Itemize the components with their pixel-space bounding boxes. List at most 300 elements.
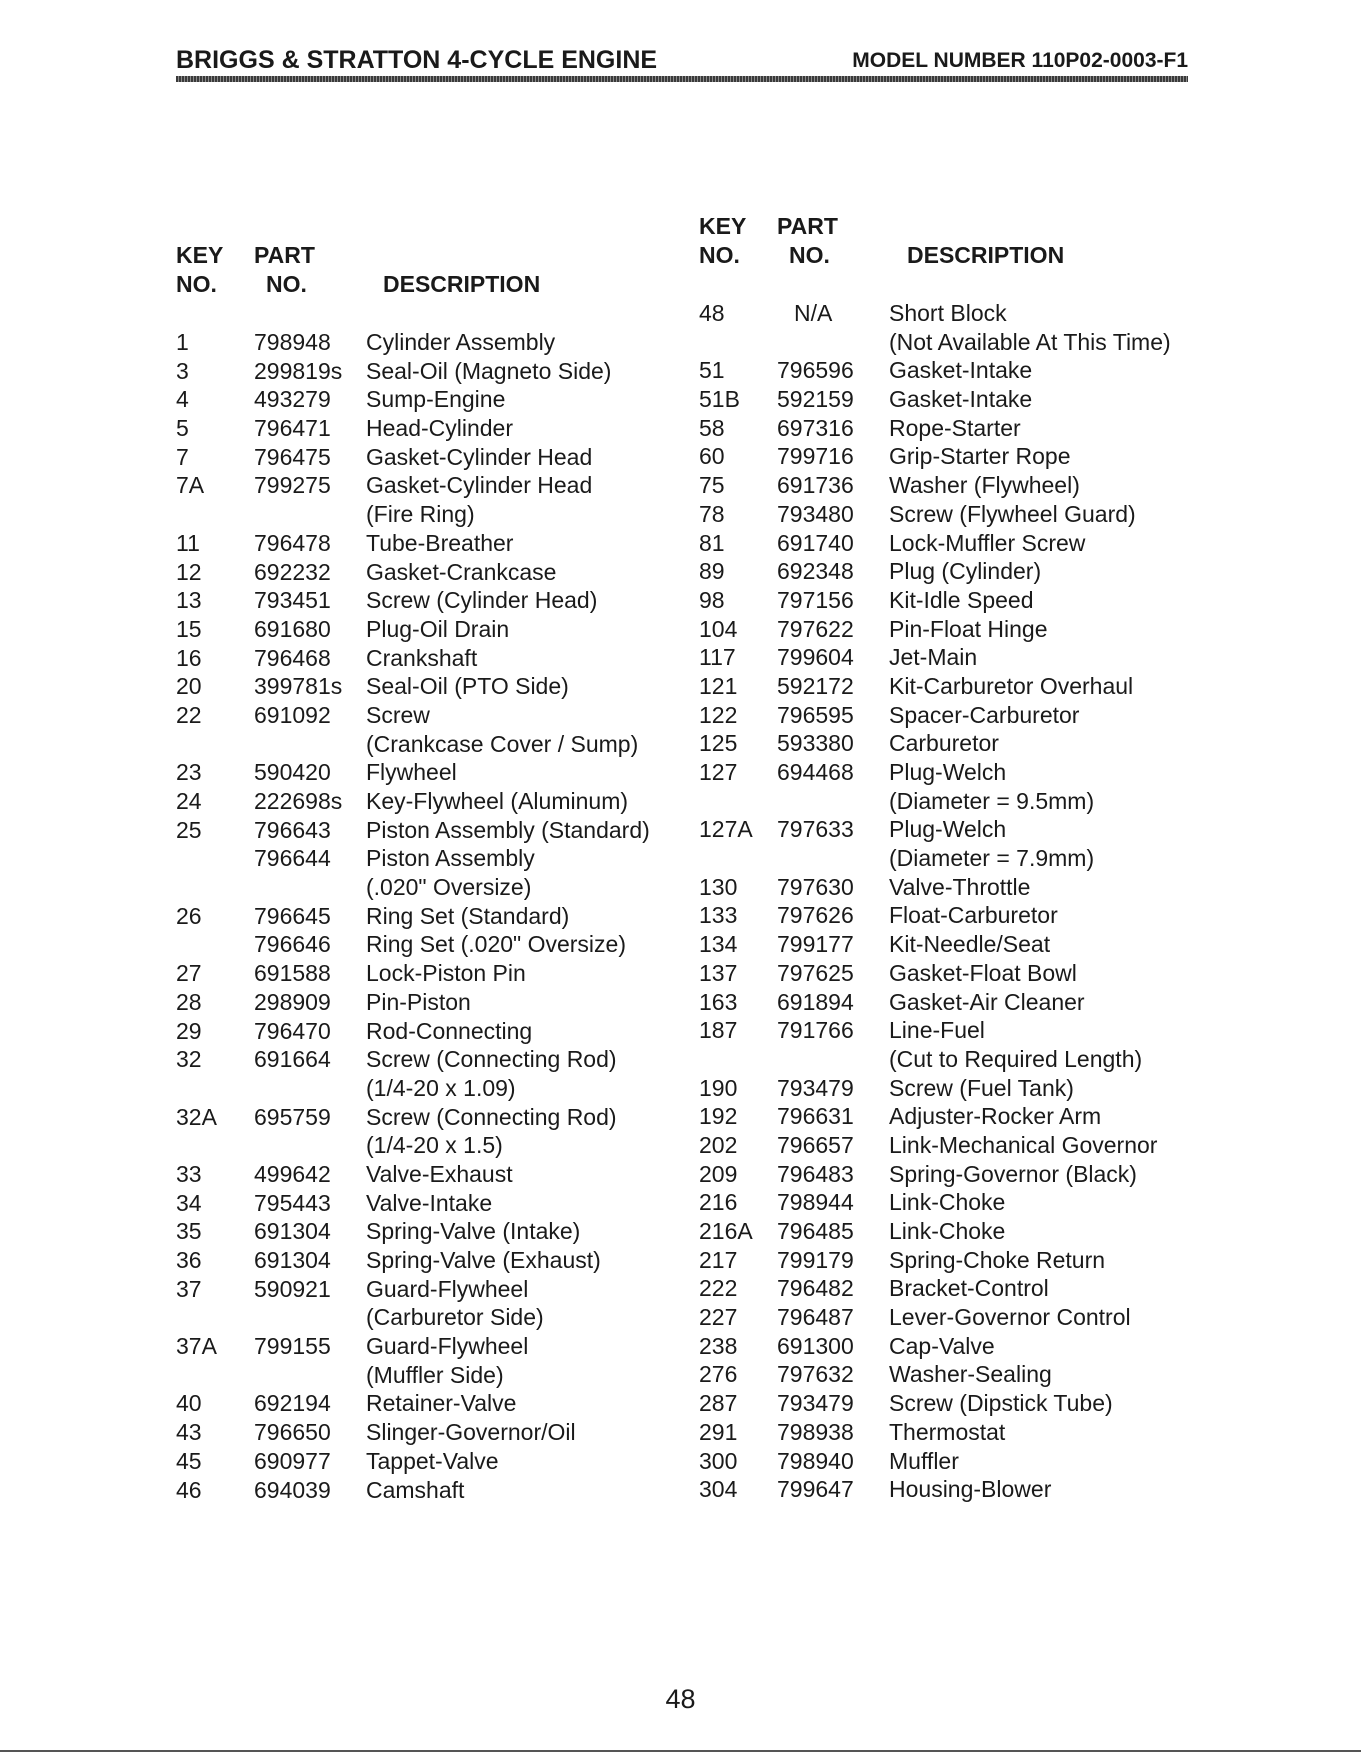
key-no: 51 (699, 357, 725, 384)
parts-row (699, 815, 1189, 844)
description: Pin-Float Hinge (889, 615, 1048, 642)
description: Screw (Dipstick Tube) (889, 1390, 1113, 1417)
parts-row (176, 385, 676, 414)
parts-row (699, 356, 1189, 385)
key-no: 33 (176, 1160, 202, 1187)
parts-row (699, 1447, 1189, 1476)
key-no: 192 (699, 1103, 738, 1130)
part-no: 797630 (777, 873, 854, 900)
part-no: 298909 (254, 988, 331, 1015)
left-parts-list (176, 328, 676, 1504)
parts-row (699, 787, 1189, 816)
part-no: 793479 (777, 1074, 854, 1101)
parts-row (176, 873, 676, 902)
description: Tappet-Valve (366, 1447, 499, 1474)
part-no: 796631 (777, 1103, 854, 1130)
parts-row (176, 414, 676, 443)
description: Plug-Welch (889, 759, 1007, 785)
description: Slinger-Governor/Oil (366, 1419, 576, 1446)
part-no: N/A (794, 300, 833, 326)
part-no: 796478 (254, 529, 331, 556)
description: Gasket-Air Cleaner (889, 988, 1085, 1015)
description: Gasket-Intake (889, 357, 1033, 384)
parts-row (176, 1131, 676, 1160)
description: Screw (Connecting Rod) (366, 1046, 617, 1073)
right-part-header-line2: NO. (789, 242, 830, 268)
part-no: 796644 (254, 845, 331, 872)
description: Spring-Valve (Exhaust) (366, 1247, 601, 1273)
description: Gasket-Crankcase (366, 558, 557, 585)
part-no: 799275 (254, 472, 331, 499)
description: Float-Carburetor (889, 902, 1058, 929)
key-no: 134 (699, 931, 738, 958)
key-no: 24 (176, 788, 202, 814)
parts-row (699, 414, 1189, 443)
part-no: 299819s (254, 357, 343, 384)
part-no: 690977 (254, 1447, 331, 1474)
part-no: 692194 (254, 1390, 331, 1417)
parts-row (699, 1045, 1189, 1074)
description: Bracket-Control (889, 1275, 1049, 1302)
parts-row (699, 701, 1189, 730)
part-no: 797626 (777, 902, 854, 929)
description: Housing-Blower (889, 1476, 1052, 1503)
key-no: 48 (699, 300, 725, 326)
part-no: 796645 (254, 902, 331, 929)
parts-row (176, 1389, 676, 1418)
left-key-header-line2: NO. (176, 271, 217, 297)
key-no: 98 (699, 586, 725, 613)
parts-row (176, 1189, 676, 1218)
key-no: 104 (699, 615, 738, 642)
part-no: 592159 (777, 386, 854, 413)
description: Gasket-Float Bowl (889, 959, 1077, 986)
description: Grip-Starter Rope (889, 443, 1071, 470)
left-part-header-line1: PART (254, 242, 315, 268)
part-no: 691680 (254, 615, 331, 642)
part-no: 798944 (777, 1189, 854, 1216)
part-no: 796475 (254, 443, 331, 470)
description: Screw (Fuel Tank) (889, 1074, 1074, 1101)
part-no: 797633 (777, 816, 854, 843)
parts-row (176, 1418, 676, 1447)
key-no: 40 (176, 1390, 202, 1417)
key-no: 37A (176, 1333, 217, 1360)
description: Tube-Breather (366, 529, 514, 556)
description: Washer (Flywheel) (889, 472, 1080, 499)
description: (Cut to Required Length) (889, 1045, 1143, 1072)
key-no: 209 (699, 1160, 738, 1187)
description: (Diameter = 9.5mm) (889, 787, 1095, 814)
description: Guard-Flywheel (366, 1275, 529, 1302)
part-no: 791766 (777, 1017, 854, 1044)
key-no: 34 (176, 1189, 202, 1216)
key-no: 222 (699, 1275, 738, 1302)
part-no: 796470 (254, 1017, 331, 1044)
right-key-header-line1: KEY (699, 213, 747, 239)
key-no: 12 (176, 558, 202, 585)
key-no: 27 (176, 960, 202, 987)
key-no: 22 (176, 701, 202, 728)
key-no: 43 (176, 1419, 202, 1446)
part-no: 796643 (254, 816, 331, 843)
part-no: 796482 (777, 1275, 854, 1302)
description: Kit-Carburetor Overhaul (889, 672, 1134, 699)
part-no: 592172 (777, 672, 854, 699)
parts-row (699, 1418, 1189, 1447)
parts-row (176, 902, 676, 931)
parts-row (176, 930, 676, 959)
part-no: 796596 (777, 357, 854, 384)
part-no: 691588 (254, 960, 331, 987)
description: Ring Set (.020" Oversize) (366, 931, 626, 958)
part-no: 695759 (254, 1103, 331, 1130)
parts-row (699, 1246, 1189, 1275)
right-key-header (699, 212, 746, 270)
parts-row (699, 1389, 1189, 1418)
parts-row (176, 644, 676, 673)
parts-row (699, 1102, 1189, 1131)
key-no: 291 (699, 1418, 738, 1445)
key-no: 216 (699, 1189, 738, 1216)
parts-row (176, 1074, 676, 1103)
parts-row (699, 1274, 1189, 1303)
key-no: 137 (699, 959, 738, 986)
parts-row (699, 1217, 1189, 1246)
parts-row (699, 615, 1189, 644)
right-part-header-line1: PART (777, 213, 838, 239)
description: Pin-Piston (366, 988, 471, 1015)
parts-row (176, 787, 676, 816)
key-no: 20 (176, 673, 202, 700)
part-no: 692232 (254, 558, 331, 585)
parts-row (176, 1217, 676, 1246)
parts-row (176, 328, 676, 357)
description: Rope-Starter (889, 414, 1021, 441)
part-no: 799177 (777, 931, 854, 958)
manual-title: BRIGGS & STRATTON 4-CYCLE ENGINE (176, 46, 658, 74)
parts-row (176, 758, 676, 787)
key-no: 3 (176, 357, 189, 384)
description: Guard-Flywheel (366, 1333, 529, 1360)
description: (Not Available At This Time) (889, 328, 1171, 355)
description: Piston Assembly (366, 845, 535, 872)
parts-row (699, 1188, 1189, 1217)
parts-row (699, 586, 1189, 615)
key-no: 287 (699, 1390, 738, 1417)
description: (Muffler Side) (366, 1361, 504, 1388)
model-number: MODEL NUMBER 110P02-0003-F1 (852, 49, 1188, 72)
part-no: 694039 (254, 1476, 331, 1503)
description: Gasket-Cylinder Head (366, 443, 593, 470)
key-no: 35 (176, 1218, 202, 1245)
parts-row (176, 1476, 676, 1505)
parts-row (176, 1246, 676, 1275)
description: Spring-Valve (Intake) (366, 1218, 581, 1245)
part-no: 793479 (777, 1390, 854, 1417)
left-part-header-line2: NO. (266, 271, 307, 297)
part-no: 691304 (254, 1218, 331, 1245)
key-no: 26 (176, 902, 202, 929)
parts-row (176, 701, 676, 730)
description: (Fire Ring) (366, 501, 475, 528)
part-no: 799155 (254, 1333, 331, 1360)
description: Key-Flywheel (Aluminum) (366, 788, 629, 814)
key-no: 130 (699, 873, 738, 900)
key-no: 122 (699, 701, 738, 728)
key-no: 29 (176, 1017, 202, 1044)
description: Plug-Oil Drain (366, 615, 510, 642)
part-no: 590921 (254, 1275, 331, 1302)
description: Screw (366, 701, 430, 728)
part-no: 797156 (777, 586, 854, 613)
description: Plug (Cylinder) (889, 558, 1042, 585)
description: Short Block (889, 300, 1007, 326)
description: Adjuster-Rocker Arm (889, 1103, 1102, 1130)
part-no: 795443 (254, 1189, 331, 1216)
part-no: 691300 (777, 1332, 854, 1359)
parts-row (699, 1016, 1189, 1045)
parts-row (699, 1475, 1189, 1504)
part-no: 691092 (254, 701, 331, 728)
left-key-header (176, 241, 223, 299)
key-no: 51B (699, 386, 740, 413)
description: Kit-Idle Speed (889, 586, 1034, 613)
part-no: 796483 (777, 1160, 854, 1187)
description: Head-Cylinder (366, 415, 514, 442)
right-part-header (777, 212, 838, 270)
left-part-header (254, 241, 315, 299)
key-no: 37 (176, 1275, 202, 1302)
description: Kit-Needle/Seat (889, 931, 1051, 958)
key-no: 202 (699, 1131, 738, 1158)
parts-row (699, 959, 1189, 988)
part-no: 798940 (777, 1447, 854, 1474)
parts-row (176, 586, 676, 615)
part-no: 796650 (254, 1419, 331, 1446)
description: Spring-Governor (Black) (889, 1160, 1137, 1187)
key-no: 60 (699, 443, 725, 470)
part-no: 796485 (777, 1218, 854, 1244)
description: Line-Fuel (889, 1017, 985, 1044)
part-no: 799716 (777, 443, 854, 470)
description: (1/4-20 x 1.09) (366, 1074, 516, 1101)
parts-row (699, 1074, 1189, 1103)
key-no: 300 (699, 1447, 738, 1474)
description: Thermostat (889, 1418, 1006, 1445)
page-number: 48 (665, 1684, 696, 1714)
key-no: 217 (699, 1246, 738, 1273)
part-no: 797632 (777, 1361, 854, 1388)
part-no: 796468 (254, 644, 331, 671)
key-no: 125 (699, 730, 738, 757)
parts-row (699, 1360, 1189, 1389)
parts-row (176, 816, 676, 845)
parts-row (699, 1131, 1189, 1160)
part-no: 493279 (254, 386, 331, 413)
left-key-header-line1: KEY (176, 242, 224, 268)
parts-row (699, 901, 1189, 930)
parts-row (176, 1447, 676, 1476)
part-no: 799604 (777, 644, 854, 671)
parts-row (699, 758, 1189, 787)
description: Muffler (889, 1447, 959, 1474)
parts-row (176, 1160, 676, 1189)
parts-row (176, 1275, 676, 1304)
parts-row (176, 1017, 676, 1046)
parts-row (176, 844, 676, 873)
part-no: 590420 (254, 759, 331, 786)
key-no: 23 (176, 759, 202, 786)
key-no: 1 (176, 329, 189, 355)
description: (Diameter = 7.9mm) (889, 845, 1095, 872)
key-no: 11 (176, 529, 200, 556)
parts-row (699, 299, 1189, 328)
description: Valve-Throttle (889, 873, 1031, 900)
bottom-rule (0, 1750, 1361, 1752)
key-no: 4 (176, 386, 189, 413)
description: (Carburetor Side) (366, 1304, 544, 1331)
parts-row (176, 672, 676, 701)
description: Gasket-Cylinder Head (366, 472, 593, 499)
key-no: 304 (699, 1476, 738, 1503)
parts-row (176, 1045, 676, 1074)
parts-row (176, 471, 676, 500)
key-no: 216A (699, 1218, 753, 1244)
key-no: 36 (176, 1247, 202, 1273)
part-no: 691664 (254, 1046, 331, 1073)
parts-row (699, 729, 1189, 758)
description: Valve-Intake (366, 1189, 493, 1216)
parts-row (176, 558, 676, 587)
description: Camshaft (366, 1476, 465, 1503)
parts-row (699, 930, 1189, 959)
parts-row (699, 471, 1189, 500)
description: Sump-Engine (366, 386, 506, 413)
description: (.020" Oversize) (366, 874, 532, 901)
key-no: 163 (699, 988, 738, 1015)
part-no: 797622 (777, 615, 854, 642)
part-no: 796595 (777, 701, 854, 728)
parts-row (176, 730, 676, 759)
description: Lock-Piston Pin (366, 960, 526, 987)
description: Carburetor (889, 730, 999, 757)
description: Lever-Governor Control (889, 1304, 1131, 1331)
key-no: 28 (176, 988, 202, 1015)
key-no: 13 (176, 587, 202, 614)
key-no: 238 (699, 1332, 738, 1359)
part-no: 697316 (777, 414, 854, 441)
right-parts-list (699, 299, 1189, 1504)
parts-row (699, 1332, 1189, 1361)
description: Flywheel (366, 759, 457, 786)
parts-row (699, 844, 1189, 873)
parts-row (176, 1303, 676, 1332)
description: Gasket-Intake (889, 386, 1033, 413)
right-description-header: DESCRIPTION (907, 242, 1065, 268)
key-no: 25 (176, 816, 202, 843)
description: Crankshaft (366, 644, 478, 671)
key-no: 45 (176, 1447, 202, 1474)
key-no: 46 (176, 1476, 202, 1503)
parts-row (699, 988, 1189, 1017)
part-no: 797625 (777, 959, 854, 986)
header-rule (176, 76, 1188, 82)
part-no: 691304 (254, 1247, 331, 1273)
part-no: 593380 (777, 730, 854, 757)
description: Screw (Cylinder Head) (366, 587, 598, 614)
parts-row (176, 615, 676, 644)
description: Seal-Oil (PTO Side) (366, 673, 569, 700)
part-no: 499642 (254, 1160, 331, 1187)
part-no: 691740 (777, 529, 854, 556)
key-no: 78 (699, 500, 725, 527)
parts-row (699, 1160, 1189, 1189)
description: Screw (Connecting Rod) (366, 1103, 617, 1130)
description: Jet-Main (889, 644, 978, 671)
description: Cap-Valve (889, 1332, 995, 1359)
parts-row (176, 959, 676, 988)
part-no: 796646 (254, 931, 331, 958)
parts-row (176, 1361, 676, 1390)
part-no: 399781s (254, 673, 343, 700)
parts-row (699, 529, 1189, 558)
key-no: 15 (176, 615, 202, 642)
key-no: 127 (699, 759, 738, 785)
key-no: 58 (699, 414, 725, 441)
part-no: 798938 (777, 1418, 854, 1445)
parts-row (699, 873, 1189, 902)
description: Lock-Muffler Screw (889, 529, 1086, 556)
right-key-header-line2: NO. (699, 242, 740, 268)
left-description-header: DESCRIPTION (383, 271, 541, 297)
key-no: 89 (699, 558, 725, 585)
part-no: 694468 (777, 759, 854, 785)
description: Screw (Flywheel Guard) (889, 500, 1136, 527)
parts-row (699, 557, 1189, 586)
part-no: 796471 (254, 415, 331, 442)
parts-row (699, 500, 1189, 529)
parts-row (699, 643, 1189, 672)
part-no: 793480 (777, 500, 854, 527)
description: Plug-Welch (889, 816, 1007, 843)
parts-row (699, 1303, 1189, 1332)
key-no: 32A (176, 1103, 217, 1130)
key-no: 227 (699, 1304, 738, 1331)
description: (Crankcase Cover / Sump) (366, 730, 639, 757)
part-no: 222698s (254, 788, 343, 814)
parts-row (176, 1332, 676, 1361)
parts-row (699, 672, 1189, 701)
parts-row (699, 385, 1189, 414)
description: Ring Set (Standard) (366, 902, 570, 929)
page-header (176, 46, 1188, 76)
description: Spring-Choke Return (889, 1246, 1106, 1273)
key-no: 5 (176, 415, 189, 442)
description: Link-Choke (889, 1218, 1006, 1244)
key-no: 117 (699, 644, 736, 671)
key-no: 81 (699, 529, 725, 556)
key-no: 75 (699, 472, 725, 499)
key-no: 190 (699, 1074, 738, 1101)
description: Piston Assembly (Standard) (366, 816, 650, 843)
key-no: 7A (176, 472, 205, 499)
part-no: 691736 (777, 472, 854, 499)
key-no: 121 (699, 672, 738, 699)
part-no: 799179 (777, 1246, 854, 1273)
description: Link-Mechanical Governor (889, 1131, 1158, 1158)
parts-row (176, 1103, 676, 1132)
